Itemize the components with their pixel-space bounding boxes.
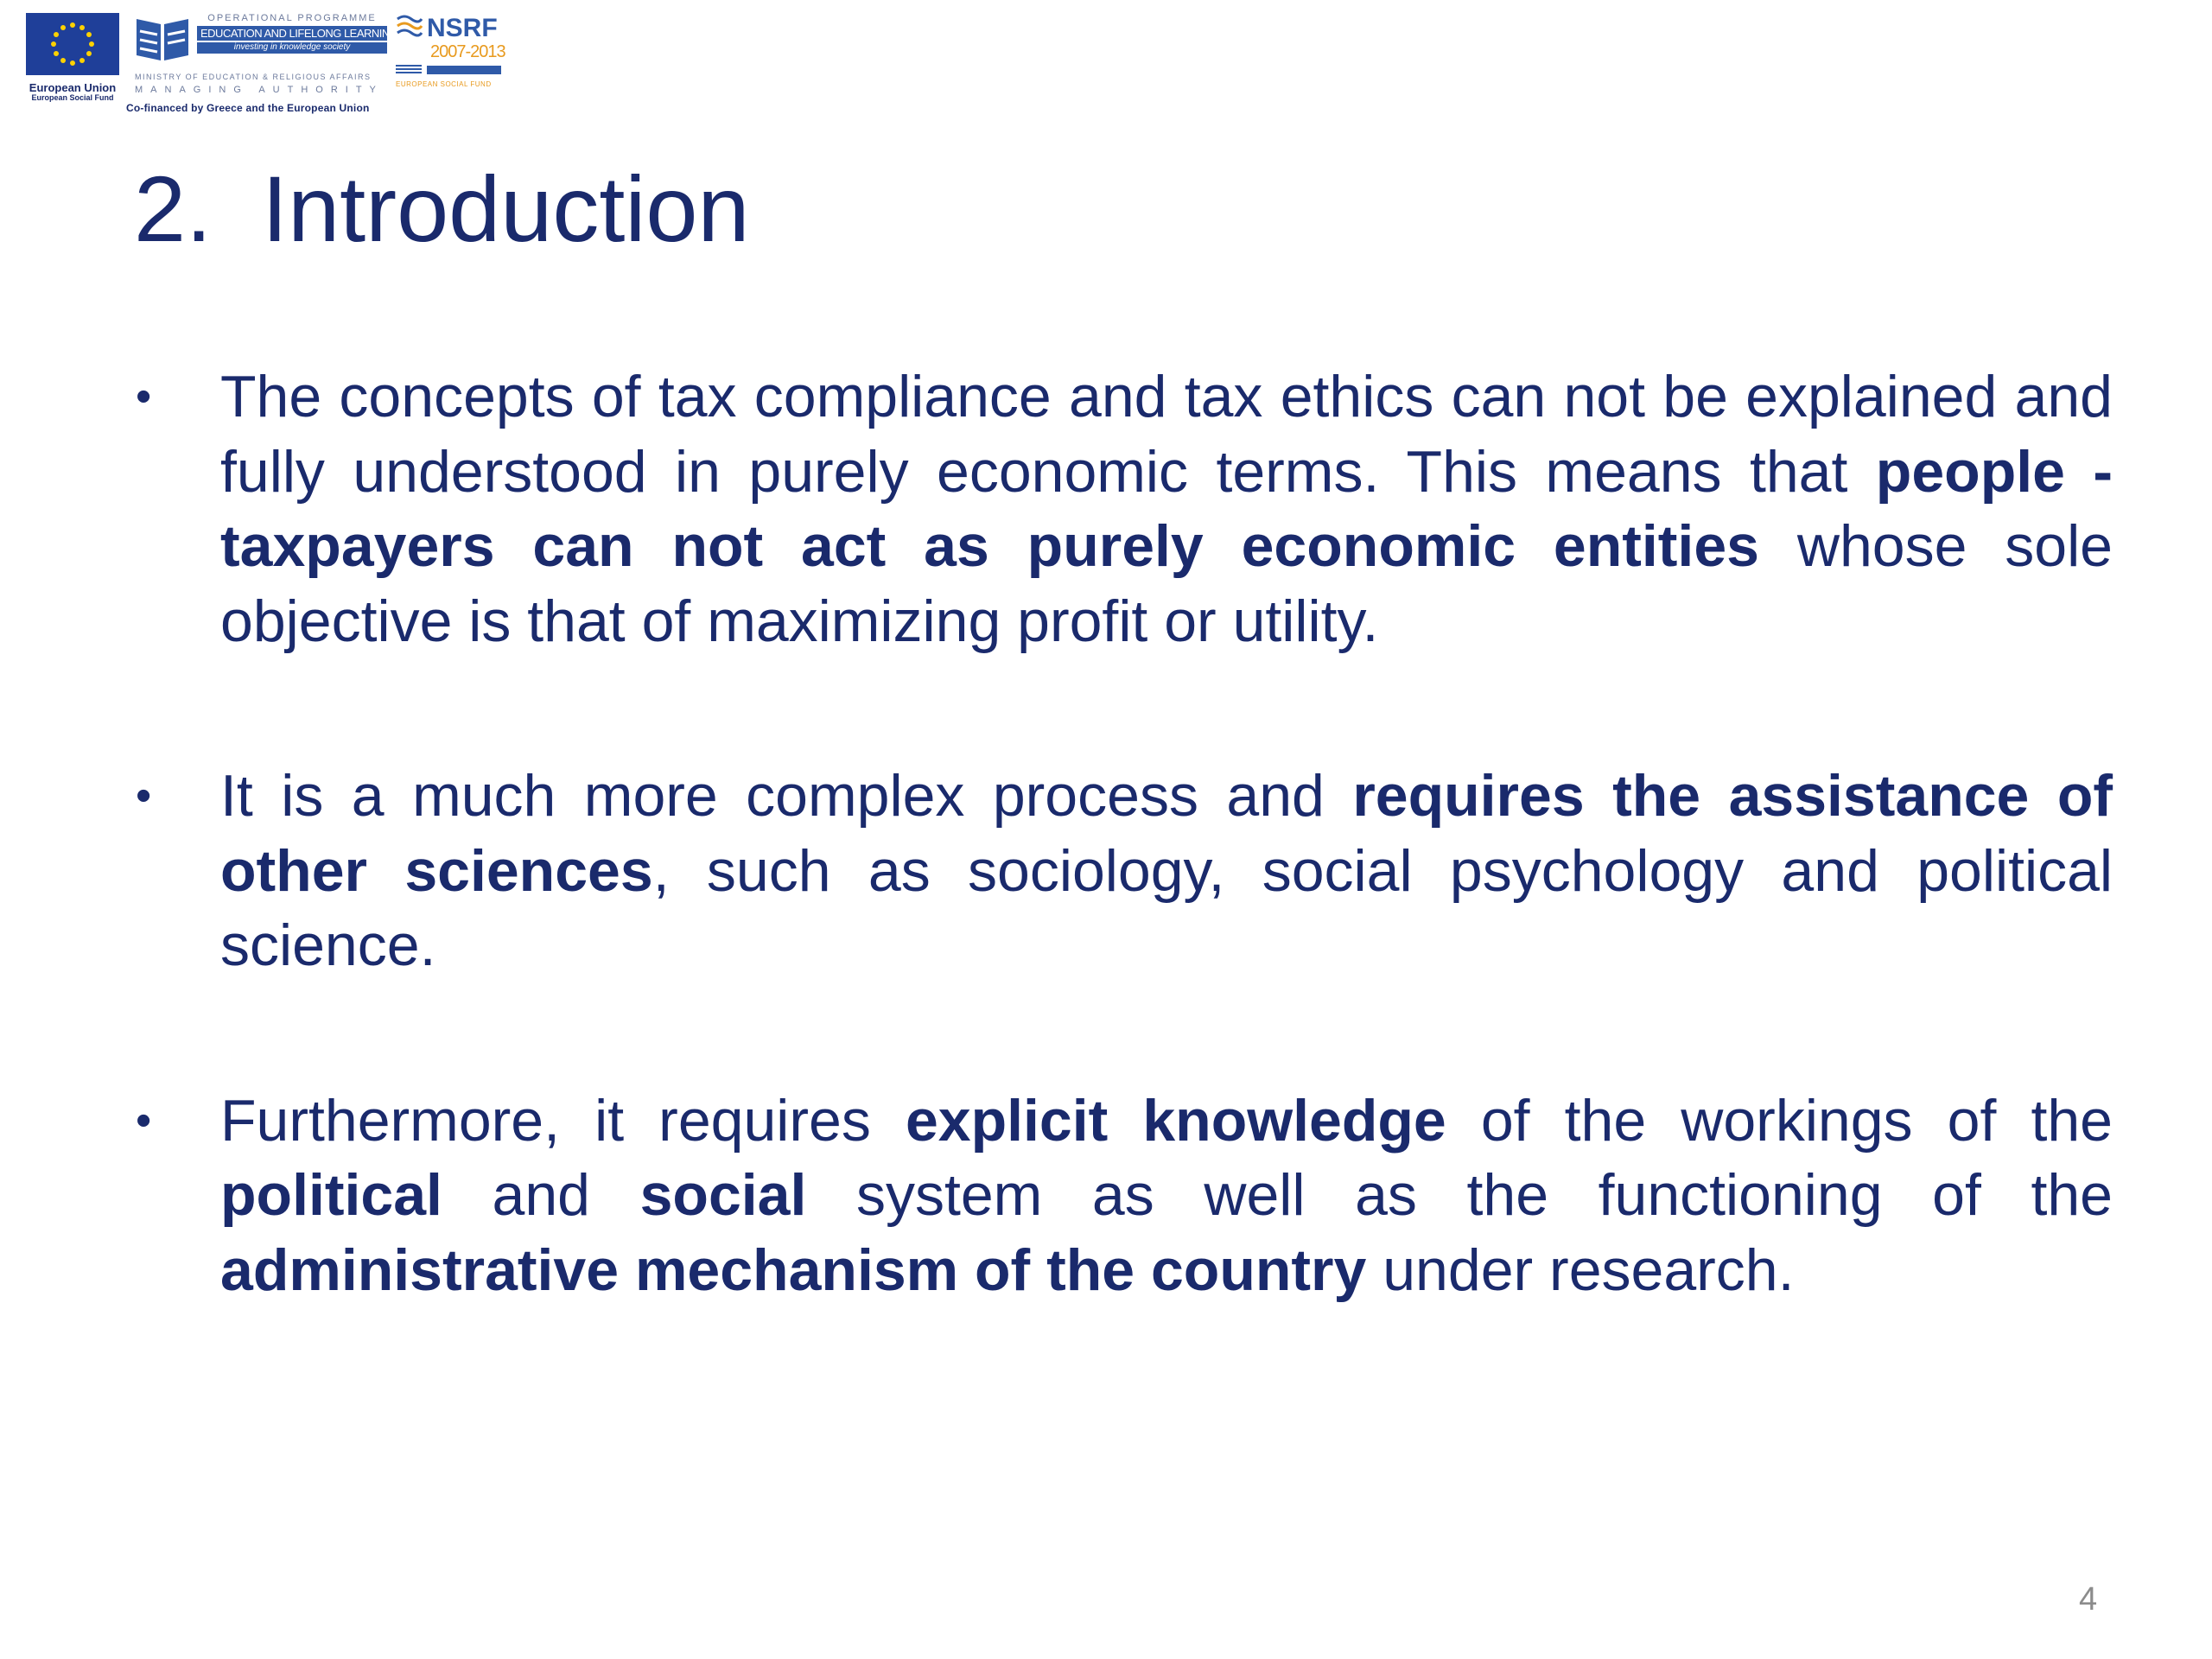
op-logo-line1: OPERATIONAL PROGRAMME: [207, 13, 377, 23]
op-book-icon: [135, 14, 190, 64]
bullet-dot-icon: •: [136, 1095, 152, 1146]
bullet-text: The concepts of tax compliance and tax ethics can not be explained and fully understood in purely economic terms. This means that: [220, 364, 2113, 505]
op-logo-authority: MANAGING AUTHORITY: [135, 85, 384, 95]
bullet-text: whose sole objective is that of maximizing profit or utility.: [220, 513, 2113, 654]
bullet-text: and: [442, 1162, 640, 1228]
nsrf-name: NSRF: [427, 13, 498, 42]
cofinanced-caption: Co-financed by Greece and the European Union: [126, 102, 370, 114]
bullet-text: , such as sociology, social psychology and political science.: [220, 837, 2113, 978]
eu-flag-icon: [26, 13, 119, 75]
nsrf-logo: [396, 14, 508, 88]
bullet-emphasis: political: [220, 1162, 442, 1228]
bullet-dot-icon: •: [136, 771, 152, 821]
bullet-text: system as well as the functioning of the: [806, 1162, 2113, 1228]
nsrf-wave-icon: [396, 14, 423, 42]
nsrf-fund: EUROPEAN SOCIAL FUND: [396, 80, 492, 88]
eu-caption-line1: European Union: [29, 81, 117, 94]
op-logo-line2: EDUCATION AND LIFELONG LEARNING: [197, 26, 387, 41]
op-logo-ministry: MINISTRY OF EDUCATION & RELIGIOUS AFFAIRS: [135, 73, 372, 81]
bullet-emphasis: people - taxpayers can not act as purely economic entities: [220, 438, 2113, 579]
bullet-item: [134, 759, 2113, 983]
eu-logo: [20, 13, 125, 103]
greek-flag-icon: [396, 65, 422, 75]
bullet-text: under research.: [1366, 1236, 1795, 1303]
bullet-item: [134, 1084, 2113, 1308]
bullet-emphasis: explicit knowledge: [905, 1087, 1446, 1154]
title-number: 2.: [134, 156, 213, 261]
bullet-item: [134, 359, 2113, 658]
bullet-dot-icon: •: [136, 372, 152, 422]
op-logo-line3: investing in knowledge society: [197, 42, 387, 54]
bullet-emphasis: administrative mechanism of the country: [220, 1236, 1367, 1303]
bullet-text: Furthermore, it requires: [220, 1087, 906, 1154]
nsrf-years: 2007-2013: [430, 42, 505, 61]
logo-strip: [16, 9, 510, 123]
page-number: 4: [2079, 1581, 2098, 1618]
op-logo: [135, 13, 398, 95]
title-text: Introduction: [262, 156, 750, 261]
bullet-list: [134, 359, 2113, 1307]
bullet-text: It is a much more complex process and: [220, 763, 1353, 829]
bullet-emphasis: social: [639, 1162, 807, 1228]
bullet-text: of the workings of the: [1446, 1087, 2113, 1154]
bullet-emphasis: requires the assistance of other sciences: [220, 763, 2113, 904]
slide-title: [134, 156, 749, 263]
nsrf-band: [427, 66, 501, 74]
eu-caption-line2: European Social Fund: [31, 93, 114, 103]
